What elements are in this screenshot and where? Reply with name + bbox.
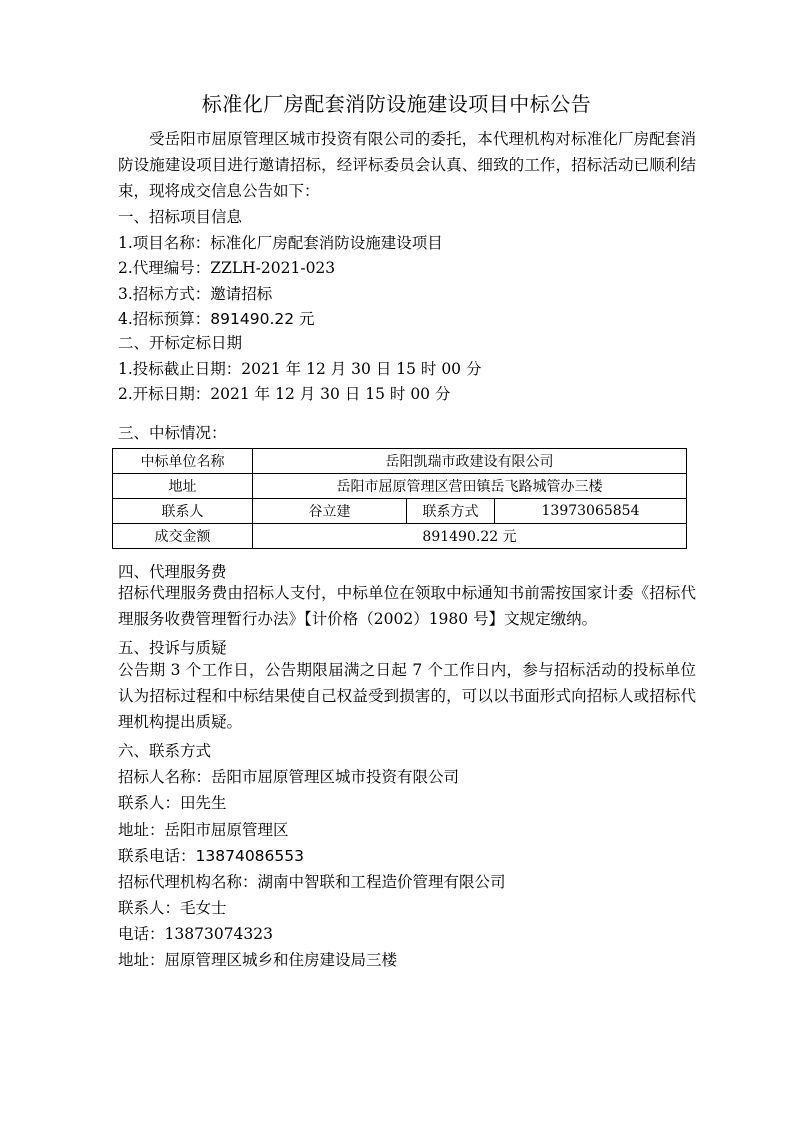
tender-budget-amount: 891490.22: [210, 310, 295, 328]
deal-amount-label: 成交金额: [113, 524, 253, 549]
winner-address-value: 岳阳市屈原管理区营田镇岳飞路城管办三楼: [253, 474, 687, 499]
tenderer-contact-line: [118, 793, 227, 813]
tenderer-phone-label: 联系电话：: [118, 847, 196, 865]
bid-deadline-line: 1.投标截止日期：2021 年 12 月 30 日 15 时 00 分: [118, 360, 482, 378]
tender-method-label: 3.招标方式：: [118, 285, 211, 303]
tenderer-label: 招标人名称：: [118, 768, 212, 786]
tender-budget-line: [118, 309, 315, 329]
agency-address-line: [118, 950, 397, 970]
winner-address-label: 地址: [113, 474, 253, 499]
project-name-value: 标准化厂房配套消防设施建设项目: [210, 234, 443, 252]
winner-contact-value: 谷立建: [253, 499, 407, 524]
agency-contact-label: 联系人：: [118, 899, 181, 917]
tenderer-address-line: [118, 820, 289, 840]
tenderer-phone-line: [118, 846, 304, 866]
table-row: [113, 524, 687, 549]
tenderer-address-value: 岳阳市屈原管理区: [164, 821, 289, 839]
agency-code-line: [118, 258, 335, 278]
section3-heading: 三、中标情况：: [118, 424, 227, 442]
tender-budget-label: 4.招标预算：: [118, 310, 211, 328]
section2-heading: 二、开标定标日期: [118, 334, 243, 352]
agency-contact-value: 毛女士: [180, 899, 227, 917]
project-name-label: 1.项目名称：: [118, 234, 211, 252]
tenderer-line: [118, 767, 459, 787]
complaint-paragraph: 公告期 3 个工作日，公告期限届满之日起 7 个工作日内，参与招标活动的投标单位认为招标过程和中标结果使自己权益受到损害的，可以以书面形式向招标人或招标代理机构提出质疑。: [118, 661, 696, 731]
tenderer-address-label: 地址：: [118, 821, 165, 839]
section6-heading: 六、联系方式: [118, 742, 212, 760]
tenderer-contact-label: 联系人：: [118, 794, 181, 812]
winner-phone-value: 13973065854: [495, 499, 687, 524]
table-row: [113, 474, 687, 499]
agency-code-value: ZZLH-2021-023: [210, 259, 336, 277]
section4-heading: 四、代理服务费: [118, 563, 227, 581]
tenderer-contact-value: 田先生: [180, 794, 227, 812]
winner-name-label: 中标单位名称: [113, 449, 253, 474]
agency-label: 招标代理机构名称：: [118, 873, 258, 891]
deal-amount-value: 891490.22 元: [253, 524, 687, 549]
tenderer-phone-value: 13874086553: [195, 847, 304, 865]
winner-name-value: 岳阳凯瑞市政建设有限公司: [253, 449, 687, 474]
agency-phone-value: 13873074323: [164, 925, 273, 943]
winner-contact-label: 联系人: [113, 499, 253, 524]
winning-bid-table: [112, 448, 687, 549]
intro-paragraph: 受岳阳市屈原管理区城市投资有限公司的委托，本代理机构对标准化厂房配套消防设施建设项目进行邀请招标，经评标委员会认真、细致的工作，招标活动已顺利结束，现将成交信息公告如下：: [118, 130, 696, 200]
service-fee-paragraph: 招标代理服务费由招标人支付，中标单位在领取中标通知书前需按国家计委《招标代理服务收费管理暂行办法》【计价格（2002）1980 号】文规定缴纳。: [118, 584, 696, 628]
tender-method-line: [118, 284, 272, 304]
document-title: 标准化厂房配套消防设施建设项目中标公告: [201, 92, 592, 116]
agency-address-value: 屈原管理区城乡和住房建设局三楼: [164, 951, 398, 969]
tender-budget-unit: 元: [294, 310, 315, 328]
agency-phone-line: [118, 924, 273, 944]
agency-value: 湖南中智联和工程造价管理有限公司: [257, 873, 506, 891]
agency-address-label: 地址：: [118, 951, 165, 969]
section1-heading: 一、招标项目信息: [118, 208, 243, 226]
tenderer-value: 岳阳市屈原管理区城市投资有限公司: [211, 768, 460, 786]
table-row: [113, 499, 687, 524]
section5-heading: 五、投诉与质疑: [118, 639, 227, 657]
agency-line: [118, 872, 506, 892]
project-name-line: [118, 233, 443, 253]
table-row: [113, 449, 687, 474]
tender-method-value: 邀请招标: [210, 285, 273, 303]
agency-phone-label: 电话：: [118, 925, 165, 943]
winner-phone-label: 联系方式: [407, 499, 495, 524]
agency-code-label: 2.代理编号：: [118, 259, 211, 277]
agency-contact-line: [118, 898, 227, 918]
bid-opening-line: 2.开标日期：2021 年 12 月 30 日 15 时 00 分: [118, 385, 451, 403]
